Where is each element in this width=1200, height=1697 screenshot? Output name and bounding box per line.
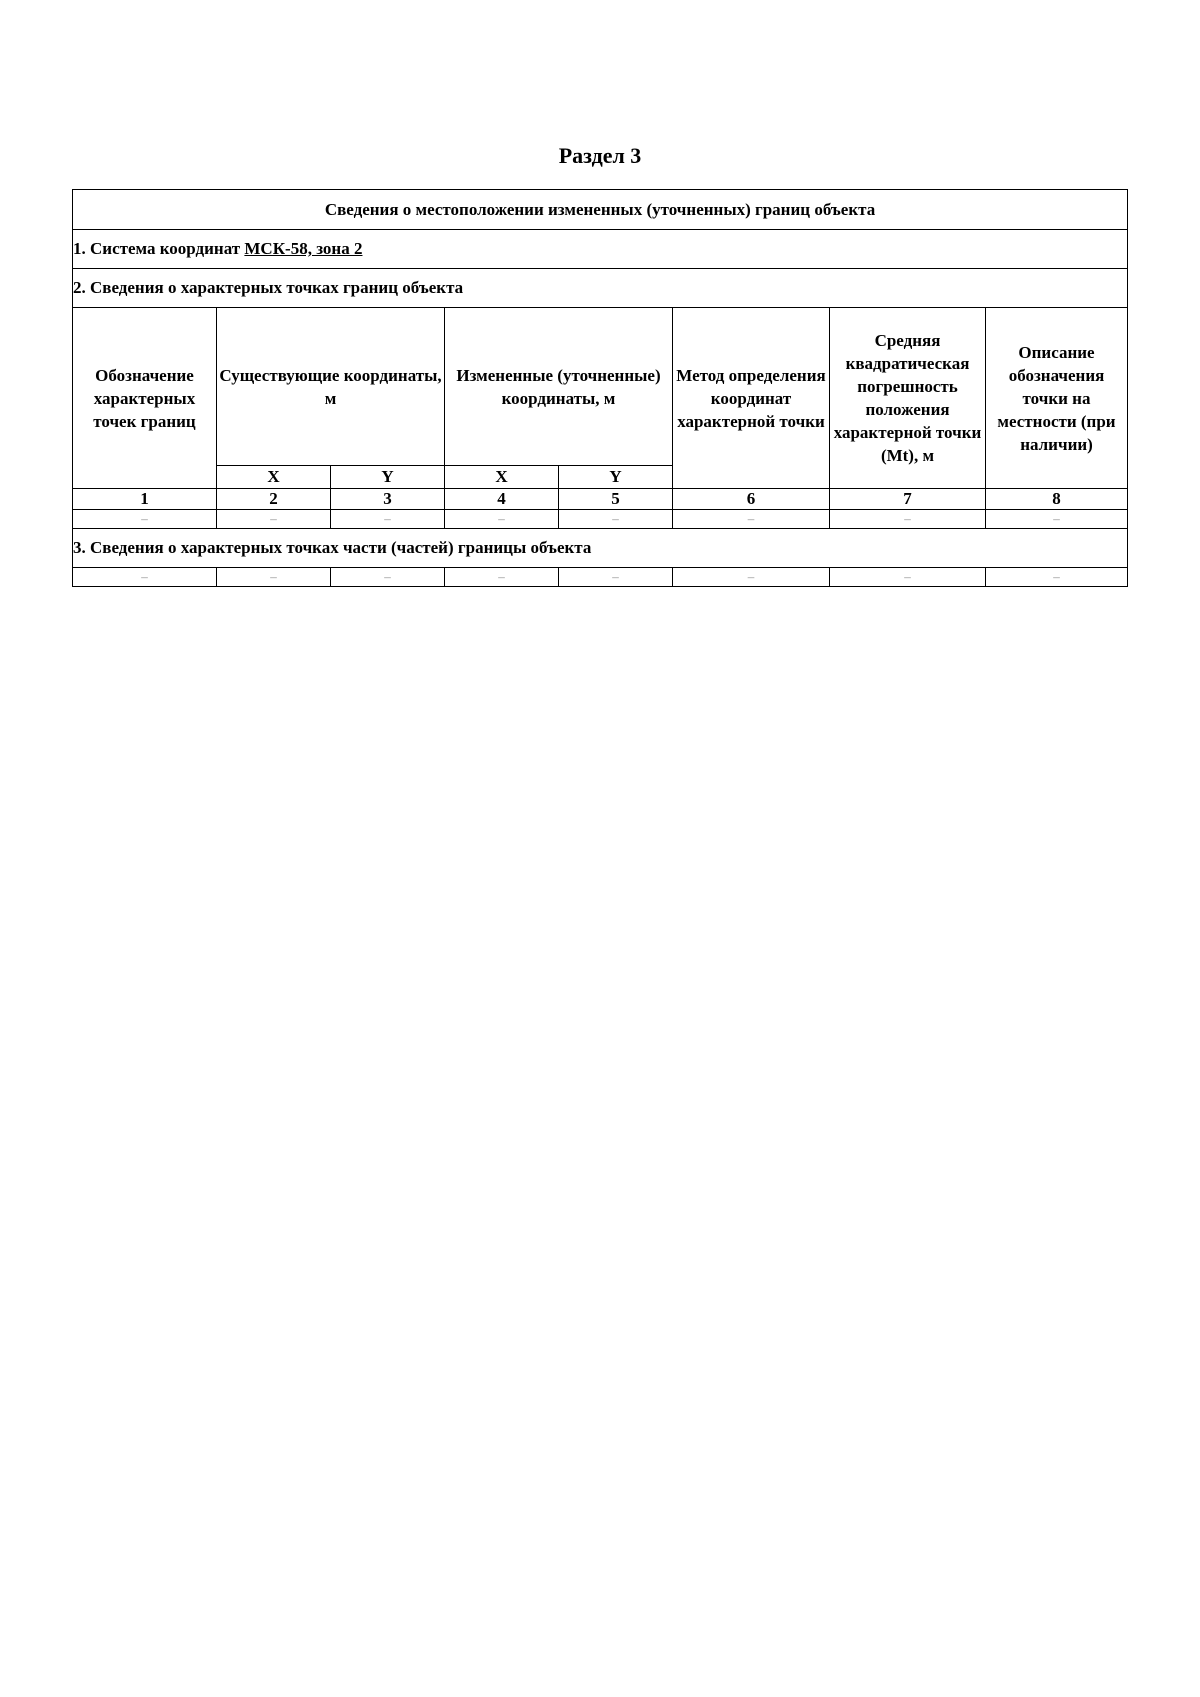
coordinate-system-cell bbox=[73, 230, 1128, 269]
points-section-row bbox=[73, 269, 1128, 308]
header-existing-y: Y bbox=[331, 466, 445, 489]
column-number: 8 bbox=[986, 489, 1128, 510]
header-changed-y: Y bbox=[559, 466, 673, 489]
coordinate-system-value: МСК-58, зона 2 bbox=[244, 239, 363, 258]
table-cell: – bbox=[73, 568, 217, 587]
column-number: 3 bbox=[331, 489, 445, 510]
column-number: 2 bbox=[217, 489, 331, 510]
header-row bbox=[73, 308, 1128, 466]
table-cell: – bbox=[559, 568, 673, 587]
table-cell: – bbox=[73, 510, 217, 529]
column-number: 5 bbox=[559, 489, 673, 510]
table-row bbox=[73, 510, 1128, 529]
table-title-row bbox=[73, 190, 1128, 230]
header-method: Метод определения координат характерной точки bbox=[673, 308, 830, 489]
table-cell: – bbox=[673, 510, 830, 529]
table-cell: – bbox=[217, 568, 331, 587]
header-existing-coordinates: Существующие координаты, м bbox=[217, 308, 445, 466]
header-mean-error: Средняя квадратическая погрешность положения характерной точки (Mt), м bbox=[830, 308, 986, 489]
table-cell: – bbox=[830, 568, 986, 587]
column-number: 1 bbox=[73, 489, 217, 510]
table-cell: – bbox=[217, 510, 331, 529]
header-changed-x: X bbox=[445, 466, 559, 489]
table-cell: – bbox=[559, 510, 673, 529]
coordinate-system-row bbox=[73, 230, 1128, 269]
column-number: 7 bbox=[830, 489, 986, 510]
parts-section-row bbox=[73, 529, 1128, 568]
column-number-row bbox=[73, 489, 1128, 510]
table-title: Сведения о местоположении измененных (уточненных) границ объекта bbox=[73, 190, 1128, 230]
header-point-designation: Обозначение характерных точек границ bbox=[73, 308, 217, 489]
column-number: 4 bbox=[445, 489, 559, 510]
table-cell: – bbox=[445, 568, 559, 587]
header-existing-x: X bbox=[217, 466, 331, 489]
table-row bbox=[73, 568, 1128, 587]
header-description: Описание обозначения точки на местности (при наличии) bbox=[986, 308, 1128, 489]
points-section-title: 2. Сведения о характерных точках границ объекта bbox=[73, 269, 1128, 308]
table-cell: – bbox=[445, 510, 559, 529]
boundary-points-table bbox=[72, 189, 1128, 587]
parts-section-title: 3. Сведения о характерных точках части (частей) границы объекта bbox=[73, 529, 1128, 568]
table-cell: – bbox=[986, 568, 1128, 587]
header-changed-coordinates: Измененные (уточненные) координаты, м bbox=[445, 308, 673, 466]
coordinate-system-label: 1. Система координат bbox=[73, 239, 245, 258]
table-cell: – bbox=[331, 568, 445, 587]
section-title: Раздел 3 bbox=[558, 143, 642, 168]
table-cell: – bbox=[986, 510, 1128, 529]
table-cell: – bbox=[331, 510, 445, 529]
table-cell: – bbox=[830, 510, 986, 529]
column-number: 6 bbox=[673, 489, 830, 510]
table-cell: – bbox=[673, 568, 830, 587]
